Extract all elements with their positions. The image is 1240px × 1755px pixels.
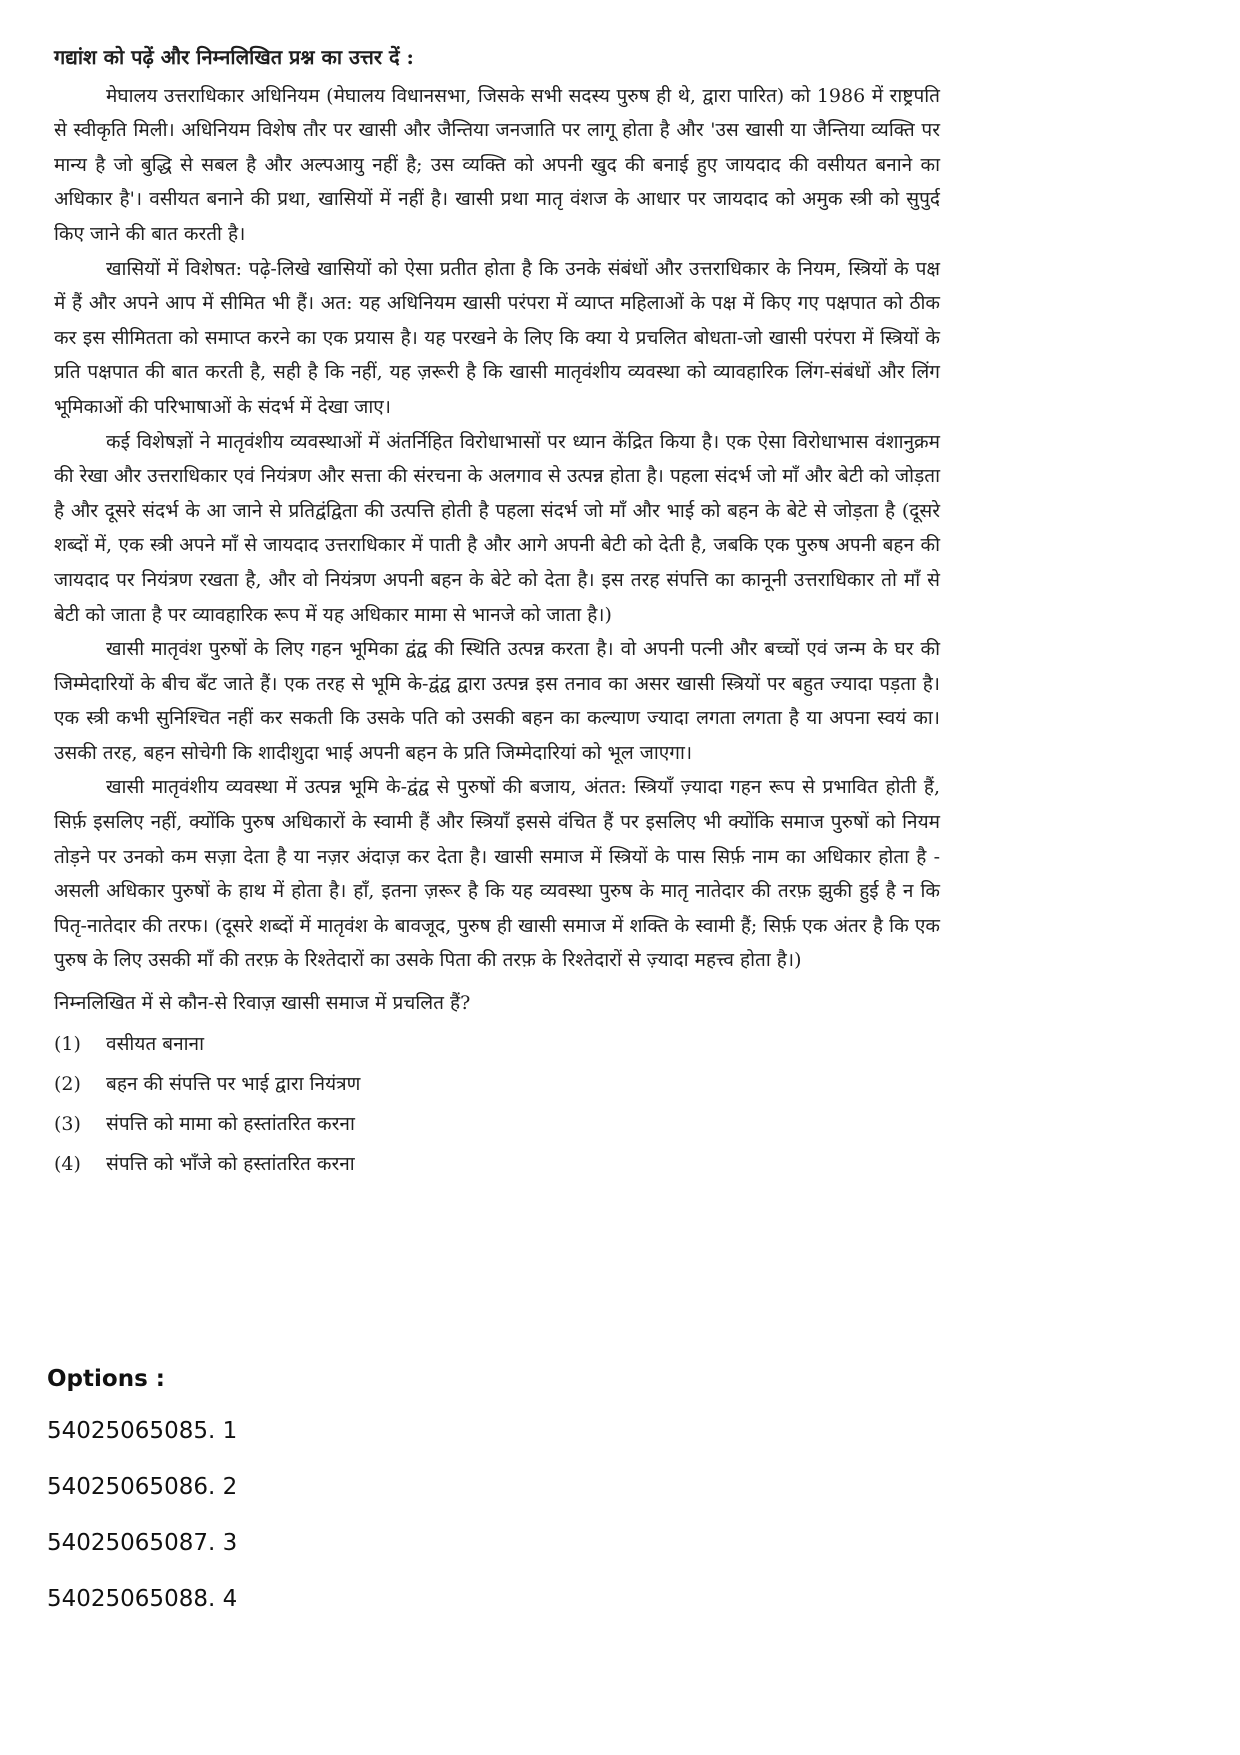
choice-number: (4) [54, 1153, 81, 1176]
options-block [47, 1365, 237, 1641]
choice-item [54, 1025, 940, 1065]
choice-number: (3) [54, 1113, 81, 1136]
choice-item [54, 1105, 940, 1145]
option-item-1[interactable]: 54025065085. 1 [47, 1418, 238, 1444]
choice-text: बहन की संपत्ति पर भाई द्वारा नियंत्रण [106, 1073, 361, 1096]
option-item-3[interactable]: 54025065087. 3 [47, 1530, 238, 1556]
passage-paragraph-2: खासियों में विशेषत: पढ़े-लिखे खासियों को ऐसा प्रतीत होता है कि उनके संबंधों और उत्तराधिकार के नियम, स्त्रियों के पक्ष में हैं और अपने आप में सीमित भी हैं। अत: यह अधिनियम खासी परंपरा में व्याप्त महिलाओं के पक्ष में किए गए पक्षपात को ठीक कर इस सीमितता को समाप्त करने का एक प्रयास है। यह परखने के लिए कि क्या ये प्रचलित बोधता-जो खासी परंपरा में स्त्रियों के प्रति पक्षपात की बात करती है, सही है कि नहीं, यह ज़रूरी है कि खासी मातृवंशीय व्यवस्था को व्यावहारिक लिंग-संबंधों और लिंग भूमिकाओं की परिभाषाओं के संदर्भ में देखा जाए। [54, 257, 940, 418]
passage-paragraph-1: मेघालय उत्तराधिकार अधिनियम (मेघालय विधानसभा, जिसके सभी सदस्य पुरुष ही थे, द्वारा पारित) को 1986 में राष्ट्रपति से स्वीकृति मिली। अधिनियम विशेष तौर पर खासी और जैन्तिया जनजाति पर लागू होता है और 'उस खासी या जैन्तिया व्यक्ति पर मान्य है जो बुद्धि से सबल है और अल्पआयु नहीं है; उस व्यक्ति को अपनी खुद की बनाई हुए जायदाद की वसीयत बनाने का अधिकार है'। वसीयत बनाने की प्रथा, खासियों में नहीं है। खासी प्रथा मातृ वंशज के आधार पर जायदाद को अमुक स्त्री को सुपुर्द किए जाने की बात करती है। [54, 84, 940, 245]
passage-paragraph-5: खासी मातृवंशीय व्यवस्था में उत्पन्न भूमि के-द्वंद्व से पुरुषों की बजाय, अंतत: स्त्रियाँ ज़्यादा गहन रूप से प्रभावित होती हैं, सिर्फ़ इसलिए नहीं, क्योंकि पुरुष अधिकारों के स्वामी हैं और स्त्रियाँ इससे वंचित हैं पर इसलिए भी क्योंकि समाज पुरुषों को नियम तोड़ने पर उनको कम सज़ा देता है या नज़र अंदाज़ कर देता है। खासी समाज में स्त्रियों के पास सिर्फ़ नाम का अधिकार होता है - असली अधिकार पुरुषों के हाथ में होता है। हाँ, इतना ज़रूर है कि यह व्यवस्था पुरुष के मातृ नातेदार की तरफ़ झुकी हुई है न कि पितृ-नातेदार की तरफ। (दूसरे शब्दों में मातृवंश के बावजूद, पुरुष ही खासी समाज में शक्ति के स्वामी हैं; सिर्फ़ एक अंतर है कि एक पुरुष के लिए उसकी माँ की तरफ़ के रिश्तेदारों का उसके पिता की तरफ़ के रिश्तेदारों से ज़्यादा महत्त्व होता है।) [54, 776, 940, 972]
choice-text: संपत्ति को भाँजे को हस्तांतरित करना [106, 1153, 355, 1176]
choice-text: संपत्ति को मामा को हस्तांतरित करना [106, 1113, 355, 1136]
option-item-4[interactable]: 54025065088. 4 [47, 1586, 238, 1612]
choice-item [54, 1145, 940, 1185]
options-title: Options : [47, 1366, 165, 1392]
passage-paragraph-4: खासी मातृवंश पुरुषों के लिए गहन भूमिका द्वंद्व की स्थिति उत्पन्न करता है। वो अपनी पत्नी और बच्चों एवं जन्म के घर की जिम्मेदारियों के बीच बँट जाते हैं। एक तरह से भूमि के-द्वंद्व द्वारा उत्पन्न इस तनाव का असर खासी स्त्रियों पर बहुत ज्यादा पड़ता है। एक स्त्री कभी सुनिश्चित नहीं कर सकती कि उसके पति को उसकी बहन का कल्याण ज्यादा लगता लगता है या अपना स्वयं का। उसकी तरह, बहन सोचेगी कि शादीशुदा भाई अपनी बहन के प्रति जिम्मेदारियां को भूल जाएगा। [54, 638, 940, 764]
choice-number: (1) [54, 1033, 81, 1056]
choice-list [54, 1025, 940, 1185]
question-text: निम्नलिखित में से कौन-से रिवाज़ खासी समाज में प्रचलित हैं? [54, 992, 471, 1015]
choice-text: वसीयत बनाना [106, 1033, 204, 1056]
choice-number: (2) [54, 1073, 81, 1096]
passage-block [54, 40, 940, 1185]
passage-heading: गद्यांश को पढ़ें और निम्नलिखित प्रश्न का उत्तर दें : [54, 45, 414, 69]
option-item-2[interactable]: 54025065086. 2 [47, 1474, 238, 1500]
choice-item [54, 1065, 940, 1105]
passage-paragraph-3: कई विशेषज्ञों ने मातृवंशीय व्यवस्थाओं में अंतर्निहित विरोधाभासों पर ध्यान केंद्रित किया है। एक ऐसा विरोधाभास वंशानुक्रम की रेखा और उत्तराधिकार एवं नियंत्रण और सत्ता की संरचना के अलगाव से उत्पन्न होता है। पहला संदर्भ जो माँ और बेटी को जोड़ता है और दूसरे संदर्भ के आ जाने से प्रतिद्वंद्विता की उत्पत्ति होती है पहला संदर्भ जो माँ और भाई को बहन के बेटे से जोड़ता है (दूसरे शब्दों में, एक स्त्री अपने माँ से जायदाद उत्तराधिकार में पाती है और आगे अपनी बेटी को देती है, जबकि एक पुरुष अपनी बहन की जायदाद पर नियंत्रण रखता है, और वो नियंत्रण अपनी बहन के बेटे को देता है। इस तरह संपत्ति का कानूनी उत्तराधिकार तो माँ से बेटी को जाता है पर व्यावहारिक रूप में यह अधिकार मामा से भानजे को जाता है।) [54, 430, 940, 626]
